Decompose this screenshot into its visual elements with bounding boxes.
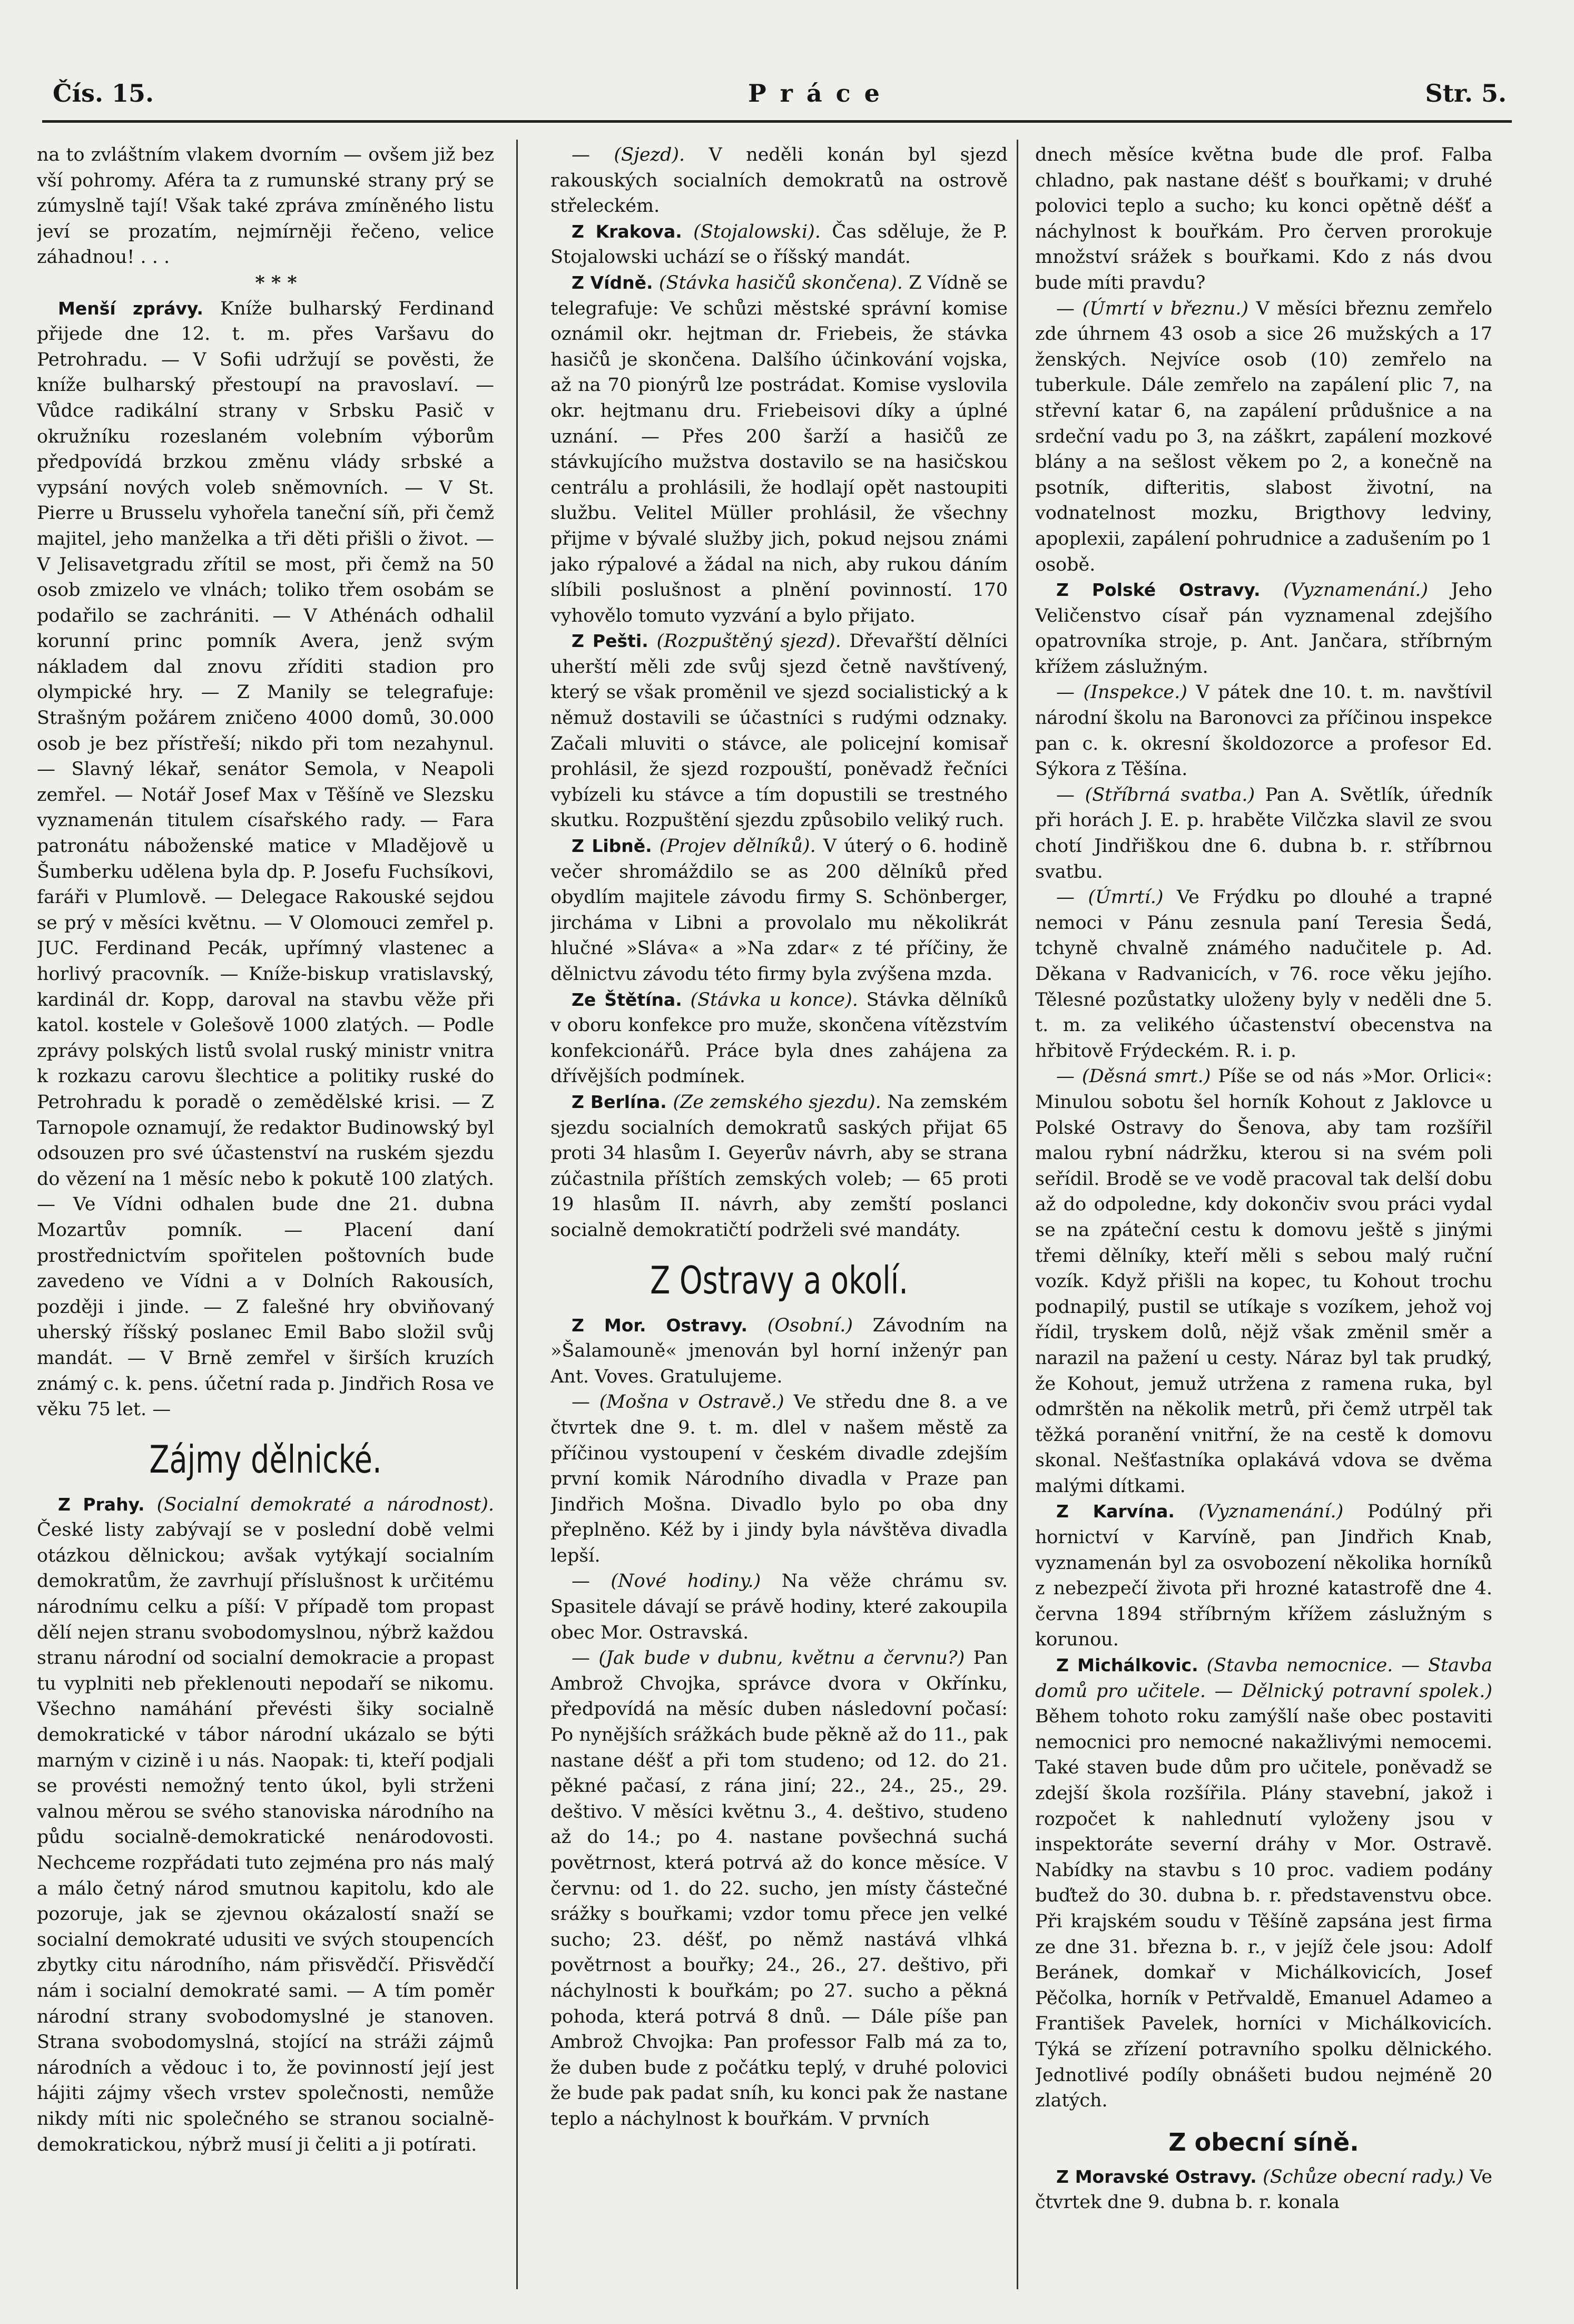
column-3	[1035, 142, 1492, 2281]
article-michalkovic	[1035, 1653, 1492, 2114]
header-rule	[42, 120, 1512, 123]
article-place: Z Michálkovic.	[1056, 1655, 1198, 1676]
article-inspekce: — (Inspekce.) V pátek dne 10. t. m. navštívil národní školu na Baronovci za příčinou inspekce pan c. k. okresní školdozorce a profesor Ed. Sýkora z Těšína.	[1035, 682, 1492, 780]
article-subtitle: (Schůze obecní rady.)	[1263, 2166, 1464, 2188]
article-subtitle: (Stávka hasičů skončena).	[658, 272, 903, 293]
article-subtitle: (Projev dělníků).	[659, 836, 816, 857]
article-paragraph: na to zvláštním vlakem dvorním — ovšem již bez vší pohromy. Aféra ta z rumunské strany prý se zúmyslně tají! Však také zpráva zmíněného listu jeví se prozatím, nejmírněji řečeno, velice záhadnou! . . .	[37, 144, 494, 268]
article-subtitle: (Osobní.)	[767, 1315, 853, 1336]
article-subtitle: (Děsná smrt.)	[1081, 1066, 1211, 1087]
article-place: Z Polské Ostravy.	[1056, 580, 1261, 601]
article-umrti-frydek: — (Úmrtí.) Ve Frýdku po dlouhé a trapné nemoci v Pánu zesnula paní Teresia Šedá, tchyně chvalně známého nadučitele p. Ad. Děkana v Radvanicích, v 76. roce věku jejího. Tělesné pozůstatky uloženy byly v neděli dne 5. t. m. za velikého účastenství obecenstva na hřbitově Frýdeckém. R. i. p.	[1035, 887, 1492, 1062]
article-berlina	[550, 1090, 1008, 1243]
article-place: Z Moravské Ostravy.	[1056, 2166, 1257, 2187]
article-text: Z Vídně se telegrafuje: Ve schůzi městské správní komise oznámil okr. hejtman dr. Friebeis, že stávka hasičů je skončena. Dalšího účinkování vojska, až na 70 pionýrů lze postrádat. Komise vyslovila okr. hejtmanu dru. Friebeisovi díky a úplné uznání. — Přes 200 šarží a hasičů ze stávkujícího mužstva dostavilo se na hasičskou centrálu a prohlásili, že hodlají opět nastoupiti službu. Velitel Müller prohlásil, že všechny přijme v bývalé služby jich, pokud nejsou známi jako rýpalové a žádal na nich, aby rukou dáním slíbili poslušnost a plnění povinností. 170 vyhovělo tomuto vyzvání a bylo přijato.	[550, 272, 1008, 626]
article-text: Ve Frýdku po dlouhé a trapné nemoci v Pánu zesnula paní Teresia Šedá, tchyně chvalně známého nadučitele p. Ad. Děkana v Radvanicích, v 76. roce věku jejího. Tělesné pozůstatky uloženy byly v neděli dne 5. t. m. za velikého účastenství obecenstva na hřbitově Frýdeckém. R. i. p.	[1035, 887, 1492, 1062]
article-text: Jeho Veličenstvo císař pán vyznamenal zdejšího opatrovníka stroje, p. Ant. Jančara, stříbrným křížem záslužným.	[1035, 580, 1492, 678]
article-text: Ve středu dne 8. a ve čtvrtek dne 9. t. m. dlel v našem městě za příčinou vystoupení v českém divadle zdejším první komik Národního divadla v Praze pan Jindřich Mošna. Divadlo bylo po oba dny přeplněno. Kéž by i jindy byla návštěva divadla lepší.	[550, 1391, 1008, 1566]
article-hodiny: — (Nové hodiny.) Na věže chrámu sv. Spasitele dávají se právě hodiny, které zakoupila obec Mor. Ostravská.	[550, 1571, 1008, 1643]
article-text: Závodním na »Šalamouně« jmenován byl horní inženýr pan Ant. Voves. Gratulujeme.	[550, 1315, 1008, 1387]
article-pocasi: — (Jak bude v dubnu, květnu a červnu?) Pan Ambrož Chvojka, správce dvora v Okřínku, předpovídá na měsíc duben následovní počasí: Po nynějších srážkách bude pěkně až do 11., pak nastane déšť a při tom studeno; od 12. do 21. pěkné pačasí, z rána jiní; 22., 24., 25., 29. deštivo. V měsíci květnu 3., 4. deštivo, studeno až do 14.; po 4. nastane povšechná suchá povětrnost, která potrvá až do konce měsíce. V červnu: od 1. do 22. sucho, jen místy částečné srážky s bouřkami; vzdor tomu přece jen velké sucho; 23. déšť, po němž nastává vlhká povětrnost a bouřky; 24., 26., 27. deštivo, při náchylnosti k bouřkám; po 27. sucho a pěkná pohoda, která potrvá 8 dnů. — Dále píše pan Ambrož Chvojka: Pan professor Falb má za to, že duben bude z počátku teplý, v druhé polovici že bude pak padat sníh, ku konci pak že nastane teplo a náchylnost k bouřkám. V prvních	[550, 1648, 1008, 2130]
article-place: Z Prahy.	[58, 1494, 145, 1515]
article-subtitle: (Inspekce.)	[1083, 682, 1187, 703]
article-subtitle: (Vyznamenání.)	[1283, 580, 1429, 601]
page-number: Str. 5.	[1425, 79, 1507, 107]
article-mosna: — (Mošna v Ostravě.) Ve středu dne 8. a ve čtvrtek dne 9. t. m. dlel v našem městě za příčinou vystoupení v českém divadle zdejším první komik Národního divadla v Praze pan Jindřich Mošna. Divadlo bylo po oba dny přeplněno. Kéž by i jindy byla návštěva divadla lepší.	[550, 1391, 1008, 1566]
article-paragraph: dnech měsíce května bude dle prof. Falba chladno, pak nastane déšť s bouřkami; v druhé polovici teplo a sucho; ku konci opětně déšť a náchylnost k bouřkám. Pro červen prorokuje množství srážek s bouřkami. Kdo z nás dvou bude míti pravdu?	[1035, 144, 1492, 293]
page-header	[42, 79, 1512, 116]
column-1	[37, 142, 494, 2281]
section-title: Zájmy dělnické.	[149, 1437, 382, 1482]
article-text: Během tohoto roku zamýšlí naše obec postaviti nemocnici pro nemocné nakažlivými nemocemi. Také staven bude dům pro učitele, poněvadž se zdejší škola rozšířila. Plány stavební, jakož i rozpočet k nahlednutí vyloženy jsou v inspektoráte severní dráhy v Mor. Ostravě. Nabídky na stavbu s 10 proc. vadiem podány buďtež do 30. dubna b. r. představenstvu obce. Při krajském soudu v Těšíně zapsána jest firma ze dne 31. března b. r., v jejíž čele jsou: Adolf Beránek, domkař v Michálkovicích, Josef Pěčolka, horník v Petřvaldě, Emanuel Adameo a František Pavelek, horníci v Michálkovicích. Týká se zřízení potravního spolku dělnického. Jednotlivé podíly obnášeti budou nejméně 20 zlatých.	[1035, 1706, 1492, 2112]
article-moravske-ostravy	[1035, 2164, 1492, 2215]
article-place: Z Berlína.	[572, 1091, 667, 1112]
article-minor-news	[37, 296, 494, 1423]
column-2	[550, 142, 1008, 2281]
article-text: Kníže bulharský Ferdinand přijede dne 12. t. m. přes Varšavu do Petrohradu. — V Sofii udržují se pověsti, že kníže bulharský přestoupí na pravoslaví. — Vůdce radikální strany v Srbsku Pasič v okružníku rozeslaném volebním výborům předpovídá brzkou změnu vlády srbské a vypsání nových voleb sněmovních. — V St. Pierre u Brusselu vyhořela taneční síň, při čemž majitel, jeho manželka a tři děti přišli o život. — V Jelisavetgradu zřítil se most, při čemž na 50 osob zmizelo ve vlnách; toliko třem osobám se podařilo se zachrániti. — V Athénách odhalil korunní princ pomník Avera, jenž svým nákladem dal znovu zříditi stadion pro olympické hry. — Z Manily se telegrafuje: Strašným požárem zničeno 4000 domů, 30.000 osob je bez přístřeší; nikdo při tom nezahynul. — Slavný lékař, senátor Semola, v Neapoli zemřel. — Notář Josef Max v Těšíně ve Slezsku vyznamenán titulem císařského rady. — Fara patronátu náboženské matice v Mladějově u Šumberku udělena byla dp. P. Josefu Fuchsíkovi, faráři v Plumlově. — Delegace Rakouské sejdou se prý v měsíci květnu. — V Olomouci zemřel p. JUC. Ferdinand Pecák, upřímný vlastenec a horlivý pracovník. — Kníže-biskup vratislavský, kardinál dr. Kopp, daroval na stavbu věže při katol. kostele v Golešově 1000 zlatých. — Podle zprávy polských listů svolal ruský ministr vnitra k rozkazu carovu šlechtice a politiky ruské do Petrohradu k poradě o zemědělské krisi. — Z Tarnopole oznamují, že redaktor Budinowský byl odsouzen pro své účastenství na ruském sjezdu do vězení na 1 měsíc nebo k pokutě 100 zlatých. — Ve Vídni odhalen bude dne 21. dubna Mozartův pomník. — Placení daní prostřednictvím spořitelen poštovních bude zavedeno ve Vídni a v Dolních Rakousích, později i jinde. — Z falešné hry obviňovaný uherský říšský poslanec Emil Babo složil svůj mandát. — V Brně zemřel v širších kruzích známý c. k. pens. účetní rada p. Jindřich Rosa ve věku 75 let. —	[37, 298, 494, 1420]
article-text: Podúlný při hornictví v Karvíně, pan Jindřich Knab, vyznamenán byl za osvobození několika horníků z nebezpečí života při hrozné katastrofě dne 4. června 1894 stříbrným křížem záslužným s korunou.	[1035, 1501, 1492, 1651]
article-text: Stávka dělníků v oboru konfekce pro muže, skončena vítězstvím konfekcionářů. Práce byla dnes zahájena za dřívějších podmínek.	[550, 989, 1008, 1087]
article-text: V úterý o 6. hodině večer shromáždilo se as 200 dělníků před obydlím majitele závodu firmy S. Schönberger, jircháma v Libni a provolalo mu několikrát hlučné »Sláva« a »Na zdar« z té příčiny, že dělnictvu závodu této firmy byla zvýšena mzda.	[550, 836, 1008, 985]
article-karvina	[1035, 1499, 1492, 1653]
article-place: Ze Štětína.	[572, 989, 682, 1010]
article-place: Z Mor. Ostravy.	[572, 1315, 748, 1336]
article-text: Dřevařští dělníci uherští měli zde svůj sjezd četně navštívený, který se však proměnil ve sjezd socialistický a k němuž dostavili se účastníci s rudými odznaky. Začali mluviti o stávce, ale policejní komisař prohlásil, že sjezd rozpouští, poněvadž řečníci vybízeli ku stávce a tím dopustili se trestného skutku. Rozpuštění sjezdu způsobilo veliký ruch.	[550, 631, 1008, 831]
article-subtitle: (Sjezd).	[614, 144, 685, 165]
article-subtitle: (Stávka u konce).	[690, 989, 858, 1011]
article-text: V pátek dne 10. t. m. navštívil národní školu na Baronovci za příčinou inspekce pan c. k. okresní školdozorce a profesor Ed. Sýkora z Těšína.	[1035, 682, 1492, 780]
article-text: Ve čtvrtek dne 9. dubna b. r. konala	[1035, 2166, 1492, 2213]
article-stetina	[550, 987, 1008, 1090]
article-text: Na věže chrámu sv. Spasitele dávají se právě hodiny, které zakoupila obec Mor. Ostravská.	[550, 1571, 1008, 1643]
column-divider	[1017, 140, 1018, 2289]
article-subtitle: (Stavba nemocnice. — Stavba domů pro učitele. — Dělnický potravní spolek.)	[1035, 1655, 1492, 1702]
article-subtitle: (Ze zemského sjezdu).	[673, 1091, 881, 1113]
article-prahy	[37, 1492, 494, 2158]
article-umrti: — (Úmrtí v březnu.) V měsíci březnu zemřelo zde úhrnem 43 osob a sice 26 mužských a 17 ženských. Nejvíce osob (10) zemřelo na tuberkule. Dále zemřelo na zapálení plic 7, na střevní katar 6, na zapálení průdušnice a na srdeční vadu po 3, na záškrt, zapálení mozkové blány a na sešlost věkem po 2, a konečně na psotník, difteritis, slabost životní, na vodnatelnost mozku, Brigthovy ledviny, apoplexii, zapálení pohrudnice a zadušením po 1 osobě.	[1035, 298, 1492, 575]
article-text: Pan Ambrož Chvojka, správce dvora v Okřínku, předpovídá na měsíc duben následovní počasí: Po nynějších srážkách bude pěkně až do 11., pak nastane déšť a při tom studeno; od 12. do 21. pěkné pačasí, z rána jiní; 22., 24., 25., 29. deštivo. V měsíci květnu 3., 4. deštivo, studeno až do 14.; po 4. nastane povšechná suchá povětrnost, která potrvá až do konce měsíce. V červnu: od 1. do 22. sucho, jen místy částečné srážky s bouřkami; vzdor tomu přece jen velké sucho; 23. déšť, po němž nastává vlhká povětrnost a bouřky; 24., 26., 27. deštivo, při náchylnosti k bouřkám; po 27. sucho a pěkná pohoda, která potrvá 8 dnů. — Dále píše pan Ambrož Chvojka: Pan professor Falb má za to, že duben bude z počátku teplý, v druhé polovici že bude pak padat sníh, ku konci pak že nastane teplo a náchylnost k bouřkám. V prvních	[550, 1648, 1008, 2130]
article-text: V měsíci březnu zemřelo zde úhrnem 43 osob a sice 26 mužských a 17 ženských. Nejvíce osob (10) zemřelo na tuberkule. Dále zemřelo na zapálení plic 7, na střevní katar 6, na zapálení průdušnice a na srdeční vadu po 3, na záškrt, zapálení mozkové blány a na sešlost věkem po 2, a konečně na psotník, difteritis, slabost životní, na vodnatelnost mozku, Brigthovy ledviny, apoplexii, zapálení pohrudnice a zadušením po 1 osobě.	[1035, 298, 1492, 575]
article-pesti	[550, 629, 1008, 833]
article-desna-smrt: — (Děsná smrt.) Píše se od nás »Mor. Orlici«: Minulou sobotu šel horník Kohout z Jaklovce u Polské Ostravy do Šenova, aby tam rozšířil malou rybní nádržku, kterou si na svém poli seřídil. Brodě se ve vodě pracoval tak delší dobu až do odpoledne, kdy dokončiv svou práci vydal se na zpáteční cestu k domovu ještě s jinými třemi dělníky, kteří měli s sebou malý ruční vozík. Když přišli na kopec, tu Kohout trochu podnapilý, pustil se utíkaje s vozíkem, jehož voj řídil, tryskem dolů, nějž však změnil směr a narazil na pažení u cesty. Náraz byl tak prudký, že Kohout, jemuž utržena z ramena ruka, byl odmrštěn na několik metrů, při čemž utrpěl tak těžká poranění vnitřní, že na cestě k domovu skonal. Nešťastníka oplakává vdova se dvěma malými dítkami.	[1035, 1066, 1492, 1497]
article-place: Z Karvína.	[1056, 1501, 1175, 1522]
article-subtitle: (Úmrtí.)	[1088, 887, 1164, 908]
article-libne	[550, 833, 1008, 987]
article-subtitle: (Nové hodiny.)	[611, 1571, 761, 1592]
article-krakova	[550, 219, 1008, 270]
article-text: Píše se od nás »Mor. Orlici«: Minulou sobotu šel horník Kohout z Jaklovce u Polské Ostravy do Šenova, aby tam rozšířil malou rybní nádržku, kterou si na svém poli seřídil. Brodě se ve vodě pracoval tak delší dobu až do odpoledne, kdy dokončiv svou práci vydal se na zpáteční cestu k domovu ještě s jinými třemi dělníky, kteří měli s sebou malý ruční vozík. Když přišli na kopec, tu Kohout trochu podnapilý, pustil se utíkaje s vozíkem, jehož voj řídil, tryskem dolů, nějž však změnil směr a narazil na pažení u cesty. Náraz byl tak prudký, že Kohout, jemuž utržena z ramena ruka, byl odmrštěn na několik metrů, při čemž utrpěl tak těžká poranění vnitřní, že na cestě k domovu skonal. Nešťastníka oplakává vdova se dvěma malými dítkami.	[1035, 1066, 1492, 1497]
article-subtitle: (Rozpuštěný sjezd).	[656, 631, 841, 652]
article-place: Z Vídně.	[572, 272, 653, 293]
article-subtitle: (Mošna v Ostravě.)	[599, 1391, 784, 1413]
article-place: Z Libně.	[572, 836, 652, 857]
article-text: Pan A. Světlík, úředník při horách J. E. p. hraběte Vilčzka slavil ze svou chotí Jindřiškou dne 6. dubna b. r. stříbrnou svatbu.	[1035, 784, 1492, 882]
section-title: Z Ostravy a okolí.	[650, 1258, 908, 1302]
article-subtitle: (Stojalowski).	[693, 221, 821, 242]
article-sjezd: — (Sjezd). V neděli konán byl sjezd rakouských socialních demokratů na ostrově střeleckém.	[550, 144, 1008, 217]
separator-stars: * * *	[255, 271, 297, 293]
article-subtitle: (Stříbrná svatba.)	[1085, 784, 1255, 806]
article-subtitle: (Úmrtí v březnu.)	[1082, 298, 1249, 319]
newspaper-title: Práce	[748, 79, 893, 107]
article-mor-ostravy	[550, 1313, 1008, 1390]
column-divider	[516, 140, 518, 2289]
issue-number: Čís. 15.	[53, 79, 154, 107]
article-text: České listy zabývají se v poslední době velmi otázkou dělnickou; avšak vytýkají socialním demokratům, že zavrhují příslušnost k určitému národnímu celku a píší: V případě tom propast dělí nejen stranu svobodomyslnou, nýbrž každou stranu národní od socialní demokracie a propast tu vyplniti neb překlenouti nepodaří se nikomu. Všechno namáhání převésti šiky socialně demokratické v tábor národní ukázalo se býti marným v cizině i u nás. Naopak: ti, kteří podjali se provésti nemožný tento úkol, byli strženi valnou měrou se svého stanoviska národního na půdu socialně-demokratické nenárodovosti. Nechceme rozpřádati tuto zejména pro nás malý a málo četný národ smutnou kapitolu, kdo ale pozoruje, jak se zjevnou okázalostí snaží se socialní demokraté udusiti ve svých stoupencích zbytky citu národního, nám přisvědčí. Přisvědčí nám i socialní demokraté sami. — A tím poměr národní strany svobodomyslné je stanoven. Strana svobodomyslná, stojící na stráži zájmů národních a vědouc i to, že povinností její jest hájiti zájmy všech vrstev společnosti, nemůže nikdy míti nic společného se stranou socialně-demokratickou, nýbrž musí ji čeliti a ji potírati.	[37, 1519, 494, 2155]
article-subtitle: (Socialní demokraté a národnost).	[156, 1494, 494, 1515]
article-place: Z Krakova.	[572, 221, 682, 242]
article-text: V neděli konán byl sjezd rakouských socialních demokratů na ostrově střeleckém.	[550, 144, 1008, 217]
article-svatba: — (Stříbrná svatba.) Pan A. Světlík, úředník při horách J. E. p. hraběte Vilčzka slavil ze svou chotí Jindřiškou dne 6. dubna b. r. stříbrnou svatbu.	[1035, 784, 1492, 882]
article-place: Z Pešti.	[572, 631, 648, 652]
article-subtitle: (Vyznamenání.)	[1198, 1501, 1344, 1523]
article-heading: Menší zprávy.	[58, 298, 203, 319]
article-vidne	[550, 270, 1008, 629]
section-title: Z obecní síně.	[1168, 2127, 1359, 2156]
article-subtitle: (Jak bude v dubnu, květnu a červnu?)	[598, 1648, 965, 1669]
article-text: Na zemském sjezdu socialních demokratů saských přijat 65 proti 34 hlasům I. Geyerův návrh, aby se strana zúčastnila příštích zemských voleb; — 65 proti 19 hlasům II. návrh, aby zemští poslanci socialně demokratičtí podrželi své mandáty.	[550, 1091, 1008, 1241]
article-polske-ostravy	[1035, 577, 1492, 680]
article-text: Čas sděluje, že P. Stojalowski uchází se o říšský mandát.	[550, 221, 1008, 268]
